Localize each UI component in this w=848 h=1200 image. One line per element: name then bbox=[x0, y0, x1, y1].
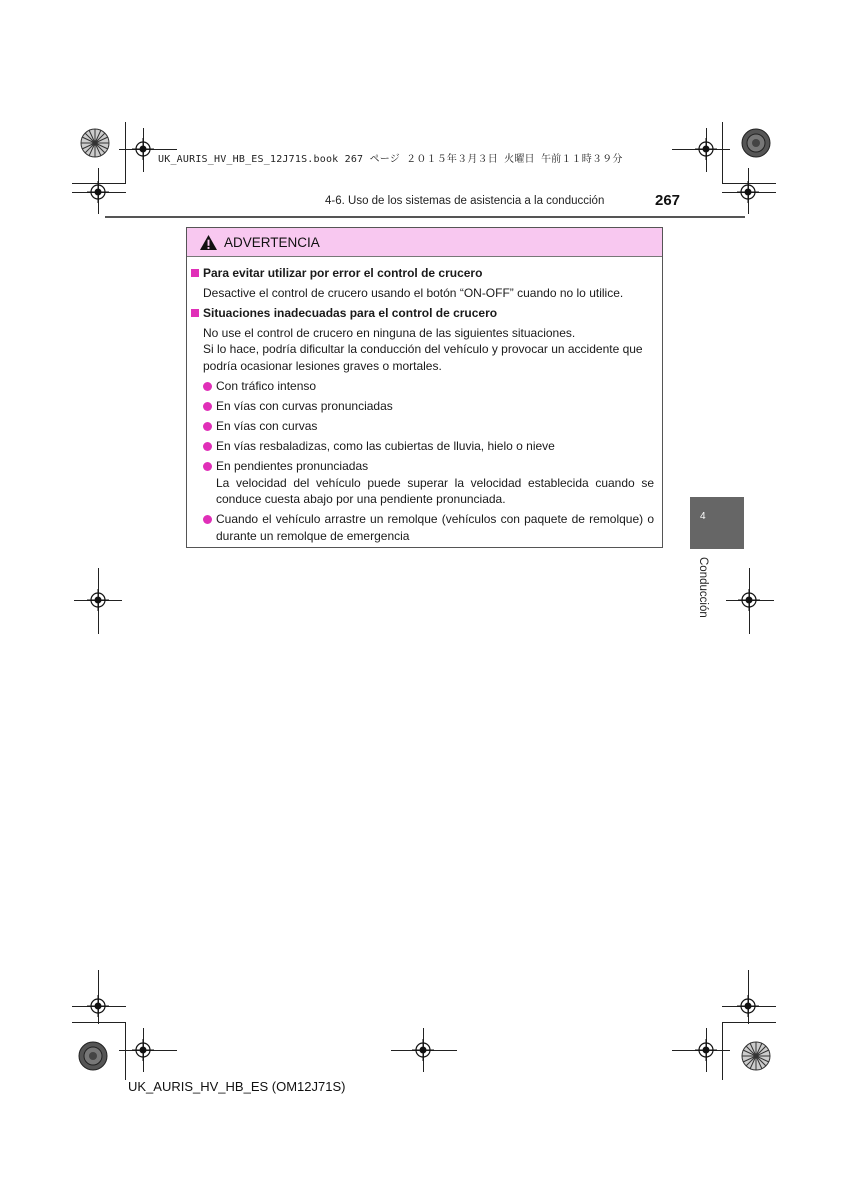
warning-body bbox=[187, 257, 662, 544]
list-item-subtext: La velocidad del vehículo puede superar la velocidad establecida cuando se conduce cuesta abajo por una pendiente pronunciada. bbox=[216, 475, 654, 506]
list-item-text: Con tráfico intenso bbox=[216, 379, 317, 393]
round-bullet-icon bbox=[203, 462, 212, 471]
registration-mark-icon bbox=[132, 138, 154, 160]
color-calibration-disc-icon bbox=[80, 128, 110, 158]
list-item-text: En vías con curvas pronunciadas bbox=[216, 399, 393, 413]
color-calibration-disc-icon bbox=[741, 128, 771, 158]
chapter-number: 4 bbox=[700, 511, 706, 522]
section-heading-text: Situaciones inadecuadas para el control de crucero bbox=[203, 306, 498, 320]
round-bullet-icon bbox=[203, 382, 212, 391]
registration-mark-icon bbox=[737, 995, 759, 1017]
square-bullet-icon bbox=[191, 269, 199, 277]
round-bullet-icon bbox=[203, 442, 212, 451]
list-item-text: En pendientes pronunciadas bbox=[216, 459, 369, 473]
list-item-text: En vías con curvas bbox=[216, 419, 318, 433]
list-item bbox=[191, 398, 656, 415]
list-item bbox=[191, 458, 656, 508]
warning-box bbox=[186, 227, 663, 548]
warning-header bbox=[187, 228, 662, 257]
registration-mark-icon bbox=[87, 181, 109, 203]
crop-mark bbox=[722, 1022, 776, 1023]
round-bullet-icon bbox=[203, 402, 212, 411]
list-item bbox=[191, 438, 656, 455]
chapter-label: Conducción bbox=[697, 557, 709, 618]
crop-mark bbox=[72, 1022, 126, 1023]
list-item-text: Cuando el vehículo arrastre un remolque (vehículos con paquete de remolque) o durante un remolque de emergencia bbox=[216, 512, 654, 543]
round-bullet-icon bbox=[203, 515, 212, 524]
registration-mark-icon bbox=[737, 181, 759, 203]
section-heading-text: Para evitar utilizar por error el control de crucero bbox=[203, 266, 483, 280]
situation-list bbox=[191, 378, 656, 544]
list-item-body bbox=[216, 458, 656, 508]
list-item bbox=[191, 418, 656, 435]
header-rule bbox=[105, 216, 745, 218]
section-heading bbox=[191, 305, 656, 322]
section-text: Si lo hace, podría dificultar la conducción del vehículo y provocar un accidente que podría ocasionar lesiones graves o mortales. bbox=[203, 342, 643, 373]
color-calibration-disc-icon bbox=[741, 1041, 771, 1071]
running-header: 4-6. Uso de los sistemas de asistencia a la conducción bbox=[325, 195, 605, 207]
print-header: UK_AURIS_HV_HB_ES_12J71S.book 267 ページ ２０１５年３月３日 火曜日 午前１１時３９分 bbox=[158, 154, 623, 165]
list-item bbox=[191, 378, 656, 395]
registration-mark-icon bbox=[87, 995, 109, 1017]
registration-mark-icon bbox=[412, 1039, 434, 1061]
footer-document-code: UK_AURIS_HV_HB_ES (OM12J71S) bbox=[128, 1079, 346, 1094]
crop-mark bbox=[722, 122, 723, 184]
chapter-tab bbox=[690, 497, 744, 549]
warning-triangle-icon bbox=[199, 234, 218, 251]
list-item-text: En vías resbaladizas, como las cubiertas de lluvia, hielo o nieve bbox=[216, 439, 555, 453]
crop-mark bbox=[125, 1022, 126, 1080]
crop-mark bbox=[125, 122, 126, 184]
square-bullet-icon bbox=[191, 309, 199, 317]
section-text: Desactive el control de crucero usando el botón “ON-OFF” cuando no lo utilice. bbox=[203, 285, 624, 300]
registration-mark-icon bbox=[132, 1039, 154, 1061]
registration-mark-icon bbox=[87, 589, 109, 611]
registration-mark-icon bbox=[738, 589, 760, 611]
crop-mark bbox=[722, 1022, 723, 1080]
warning-title: ADVERTENCIA bbox=[224, 234, 320, 250]
page-number: 267 bbox=[655, 192, 681, 209]
section-heading bbox=[191, 265, 656, 282]
registration-mark-icon bbox=[695, 138, 717, 160]
registration-mark-icon bbox=[695, 1039, 717, 1061]
color-calibration-disc-icon bbox=[78, 1041, 108, 1071]
section-text: No use el control de crucero en ninguna de las siguientes situaciones. bbox=[203, 325, 576, 340]
round-bullet-icon bbox=[203, 422, 212, 431]
list-item bbox=[191, 511, 656, 544]
